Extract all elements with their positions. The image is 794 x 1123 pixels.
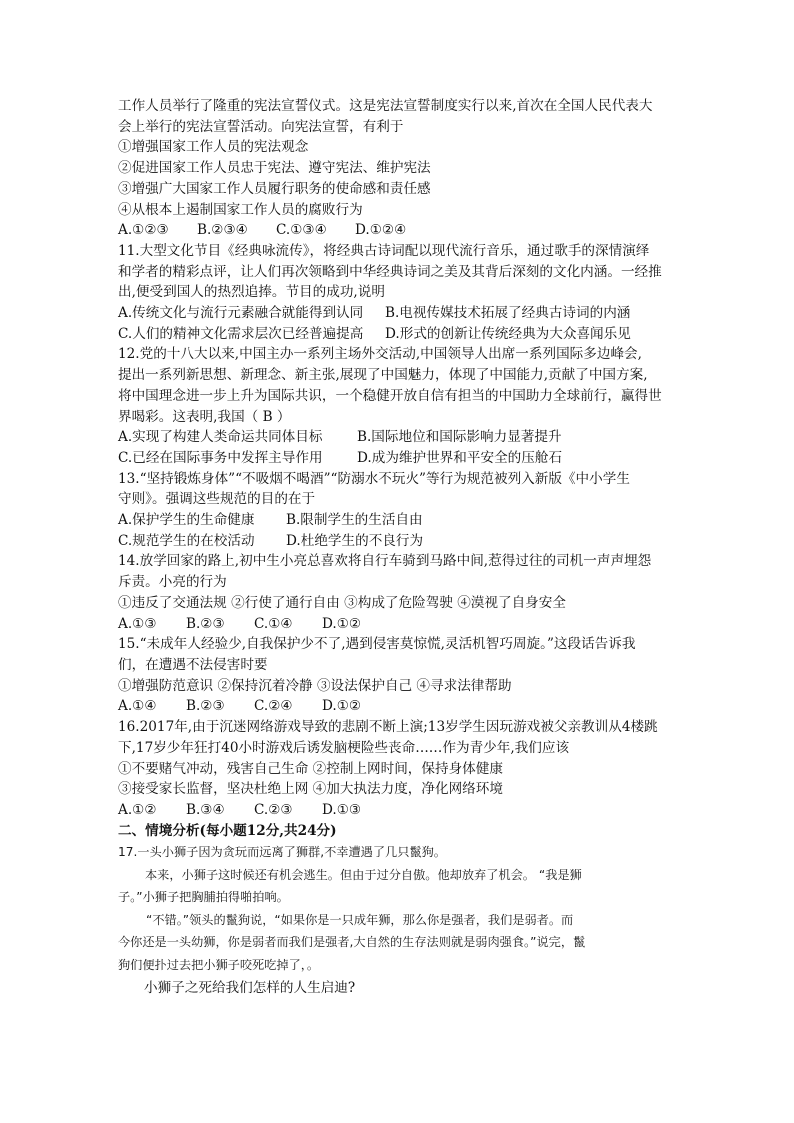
question-16 [118,717,688,821]
question-text-line: 和学者的精彩点评，让人们再次领略到中华经典诗词之美及其背后深刻的文化内涵。一经推 [118,263,662,280]
question-text-line: 15.“未成年人经验少,自我保护少不了,遇到侵害莫惊慌,灵活机智巧周旋。”这段话告诉我 [118,636,636,653]
option-d: D.成为维护世界和平安全的压舱石 [357,449,563,466]
statement-item: ②促进国家工作人员忠于宪法、遵守宪法、维护宪法 [118,160,431,177]
statement-items: ①增强防范意识 ②保持沉着冷静 ③设法保护自己 ④寻求法律帮助 [118,677,512,694]
question-14 [118,551,688,634]
answer-options [118,696,688,717]
option-d: D.①③ [322,801,362,818]
answer-options [118,510,688,531]
question-text-line: 们，在遭遇不法侵害时要 [118,656,268,673]
story-intro: 17.一头小狮子因为贪玩而远离了狮群,不幸遭遇了几只鬣狗。 [118,845,446,860]
question-17-prompt: 小狮子之死给我们怎样的人生启迪? [144,980,356,997]
question-10 [118,96,688,241]
option-c: C.规范学生的在校活动 [118,532,255,549]
question-text-line: 会上举行的宪法宣誓活动。向宪法宣誓，有利于 [118,118,404,135]
question-text-line: 16.2017年,由于沉迷网络游戏导致的悲剧不断上演;13岁学生因玩游戏被父亲教训从4楼跳 [118,719,658,736]
question-text-line: 14.放学回家的路上,初中生小亮总喜欢将自行车骑到马路中间,惹得过往的司机一声声埋怨 [118,553,652,570]
option-b: B.③④ [186,801,225,818]
option-d: D.①② [322,698,362,715]
answer-options [118,427,688,448]
statement-items: ①不要赌气冲动，残害自己生命 ②控制上网时间，保持身体健康 [118,760,503,777]
option-b: B.国际地位和国际影响力显著提升 [357,429,562,446]
answer-options [118,324,688,345]
option-c: C.①③④ [276,222,327,239]
story-paragraph-line: 今你还是一头幼狮，你是弱者而我们是强者,大自然的生存法则就是弱肉强食。”说完，鬣 [118,935,586,950]
option-a: A.传统文化与流行元素融合就能得到认同 [118,305,364,322]
option-b: B.限制学生的生活自由 [286,512,423,529]
option-a: A.①② [118,801,157,818]
answer-options [118,220,688,241]
statement-item: ④从根本上遏制国家工作人员的腐败行为 [118,201,363,218]
option-d: D.①②④ [355,222,407,239]
option-b: B.②③④ [197,222,248,239]
question-11 [118,241,688,345]
question-15 [118,634,688,717]
option-c: C.①④ [254,615,293,632]
option-c: C.②④ [254,698,293,715]
answer-options [118,614,688,635]
option-a: A.①④ [118,698,157,715]
story-paragraph-line: 狗们便扑过去把小狮子咬死吃掉了，。 [118,957,320,972]
option-d: D.形式的创新让传统经典为大众喜闻乐见 [385,325,631,342]
option-b: B.②③ [186,615,225,632]
story-paragraph-line: 本来，小狮子这时候还有机会逃生。但由于过分自傲。他却放弃了机会。 “我是狮 [145,867,582,882]
question-17 [118,841,688,976]
exam-page [118,96,688,999]
option-a: A.实现了构建人类命运共同体目标 [118,429,323,446]
answer-options [118,303,688,324]
statement-items: ①违反了交通法规 ②行使了通行自由 ③构成了危险驾驶 ④漠视了自身安全 [118,594,566,611]
answer-options [118,448,688,469]
question-12 [118,344,688,468]
question-text-line: 出,便受到国人的热烈追捧。节目的成功,说明 [118,284,385,301]
question-13 [118,469,688,552]
option-a: A.①③ [118,615,157,632]
statement-items: ③接受家长监督，坚决杜绝上网 ④加大执法力度，净化网络环境 [118,781,503,798]
option-c: C.②③ [254,801,293,818]
option-a: A.①②③ [118,222,169,239]
question-text-line: 斥责。小亮的行为 [118,574,227,591]
option-c: C.人们的精神文化需求层次已经普遍提高 [118,325,364,342]
question-text-line: 下,17岁少年狂打40小时游戏后诱发脑梗险些丧命……作为青少年,我们应该 [118,739,570,756]
question-text-line: 12.党的十八大以来,中国主办一系列主场外交活动,中国领导人出席一系列国际多边峰会, [118,346,642,363]
question-text-line: 工作人员举行了隆重的宪法宣誓仪式。这是宪法宣誓制度实行以来,首次在全国人民代表大 [118,98,653,114]
option-a: A.保护学生的生命健康 [118,512,255,529]
question-text-line: 13.“坚持锻炼身体”“不吸烟不喝酒”“防溺水不玩火”等行为规范被列入新版《中小学生 [118,470,630,487]
question-text-line: 将中国理念进一步上升为国际共识，一个稳健开放自信有担当的中国助力全球前行，赢得世 [118,387,662,404]
question-text-line: 界喝彩。这表明,我国（ B ） [118,408,291,425]
statement-item: ①增强国家工作人员的宪法观念 [118,139,309,156]
option-d: D.杜绝学生的不良行为 [286,532,424,549]
option-d: D.①② [322,615,362,632]
statement-item: ③增强广大国家工作人员履行职务的使命感和责任感 [118,180,431,197]
question-text-line: 11.大型文化节目《经典咏流传》，将经典古诗词配以现代流行音乐，通过歌手的深情演绎 [118,242,650,259]
option-c: C.已经在国际事务中发挥主导作用 [118,449,323,466]
story-paragraph-line: 子。”小狮子把胸脯拍得啪拍响。 [118,890,289,905]
option-b: B.电视传媒技术拓展了经典古诗词的内涵 [385,305,631,322]
option-b: B.②③ [186,698,225,715]
question-text-line: 提出一系列新思想、新理念、新主张,展现了中国魅力，体现了中国能力,贡献了中国方案, [118,367,648,384]
answer-options [118,800,688,821]
section-heading: 二、情境分析(每小题12分,共24分) [118,822,337,839]
story-paragraph-line: “不错。”领头的鬣狗说，“如果你是一只成年狮，那么你是强者，我们是弱者。而 [146,912,574,927]
question-text-line: 守则》。强调这些规范的目的在于 [118,491,316,508]
answer-options [118,531,688,552]
